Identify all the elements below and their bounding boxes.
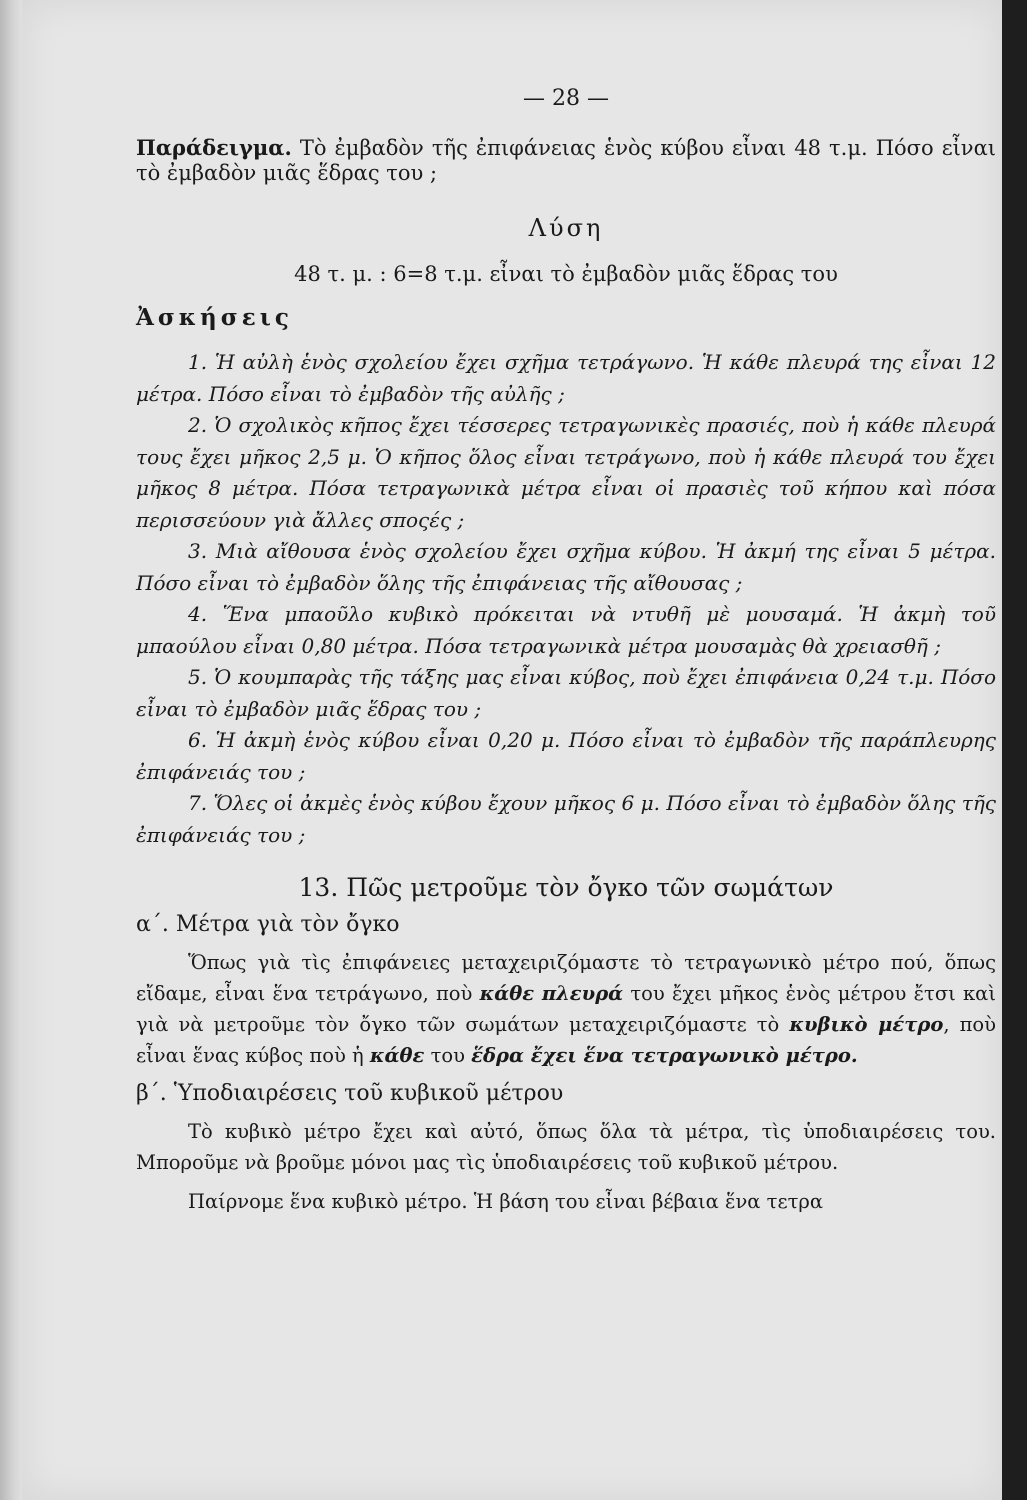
page-text-column xyxy=(136,86,996,1217)
a-text-1: Ὅπως γιὰ τὶς ἐπιφάνειες μεταχειριζόμαστε τὸ τετραγωνικὸ μέτρο πού, ὅπως εἴδαμε, εἶναι ἕνα τετράγωνο, ποὺ xyxy=(136,951,996,1005)
subsection-b-heading: β΄. Ὑποδιαιρέσεις τοῦ κυβικοῦ μέτρου xyxy=(136,1081,564,1106)
exercise-list xyxy=(136,347,996,851)
exercise-item: 4. Ἕνα μπαοῦλο κυβικὸ πρόκειται νὰ ντυθῆ μὲ μουσαμά. Ἡ ἀκμὴ τοῦ μπαούλου εἶναι 0,80 μέτρα. Πόσα τετραγωνικὰ μέτρα μουσαμὰς θὰ χρειασθῆ ; xyxy=(136,602,996,658)
exercise-item: 1. Ἡ αὐλὴ ἑνὸς σχολείου ἔχει σχῆμα τετράγωνο. Ἡ κάθε πλευρά της εἶναι 12 μέτρα. Πόσο εἶναι τὸ ἐμβαδὸν τῆς αὐλῆς ; xyxy=(136,350,996,406)
solution-title: Λύση xyxy=(528,214,604,242)
exercise-item: 5. Ὁ κουμπαρὰς τῆς τάξης μας εἶναι κύβος, ποὺ ἔχει ἐπιφάνεια 0,24 τ.μ. Πόσο εἶναι τὸ ἐμβαδὸν μιᾶς ἕδρας του ; xyxy=(136,665,996,721)
subsection-b-paragraph-1: Τὸ κυβικὸ μέτρο ἔχει καὶ αὐτό, ὅπως ὅλα τὰ μέτρα, τὶς ὑποδιαιρέσεις του. Μποροῦμε νὰ βροῦμε μόνοι μας τὶς ὑποδιαιρέσεις τοῦ κυβικοῦ μέτρου. xyxy=(136,1120,996,1174)
section-13-title: 13. Πῶς μετροῦμε τὸν ὄγκο τῶν σωμάτων xyxy=(298,873,834,902)
book-page xyxy=(22,0,1002,1500)
example-paragraph xyxy=(136,135,996,186)
subsection-a-heading: α΄. Μέτρα γιὰ τὸν ὄγκο xyxy=(136,912,400,937)
exercises-heading: Ἀσκήσεις xyxy=(136,304,293,331)
page-number: — 28 — xyxy=(523,86,609,111)
a-emph-3: κάθε xyxy=(369,1044,425,1067)
a-text-2: του ἔχει μῆκος ἑνὸς μέτρου ἔτσι καὶ γιὰ νὰ μετροῦμε τὸν ὄγκο τῶν σωμάτων μεταχειριζόμαστε τὸ xyxy=(136,982,996,1036)
exercise-item: 7. Ὅλες οἱ ἀκμὲς ἑνὸς κύβου ἔχουν μῆκος 6 μ. Πόσο εἶναι τὸ ἐμβαδὸν ὅλης τῆς ἐπιφάνειάς του ; xyxy=(136,791,996,847)
book-spine-edge xyxy=(0,0,24,1500)
a-text-3: , ποὺ εἶναι ἕνας κύβος ποὺ ἡ xyxy=(136,1013,996,1067)
solution-line: 48 τ. μ. : 6=8 τ.μ. εἶναι τὸ ἐμβαδὸν μιᾶς ἕδρας του xyxy=(294,262,838,286)
a-emph-2: κυβικὸ μέτρο xyxy=(789,1013,944,1036)
subsection-b-paragraph-2: Παίρνομε ἕνα κυβικὸ μέτρο. Ἡ βάση του εἶναι βέβαια ἕνα τετρα xyxy=(188,1190,823,1213)
exercise-item: 2. Ὁ σχολικὸς κῆπος ἔχει τέσσερες τετραγωνικὲς πρασιές, ποὺ ἡ κάθε πλευρά τους ἔχει μῆκος 2,5 μ. Ὁ κῆπος ὅλος εἶναι τετράγωνο, ποὺ ἡ κάθε πλευρά του ἔχει μῆκος 8 μέτρα. Πόσα τετραγωνικὰ μέτρα εἶναι οἱ πρασιὲς τοῦ κήπου καὶ πόσα περισσεύουν γιὰ ἄλλες σποςές ; xyxy=(136,413,996,532)
a-emph-4: ἕδρα ἔχει ἕνα τετραγωνικὸ μέτρο. xyxy=(471,1044,858,1067)
example-label: Παράδειγμα. xyxy=(136,135,292,160)
a-text-4: του xyxy=(424,1044,472,1067)
subsection-a-paragraph xyxy=(136,947,996,1071)
example-text: Τὸ ἐμβαδὸν τῆς ἐπιφάνειας ἑνὸς κύβου εἶναι 48 τ.μ. Πόσο εἶναι τὸ ἐμβαδὸν μιᾶς ἕδρας του ; xyxy=(136,136,996,185)
a-emph-1: κάθε πλευρά xyxy=(479,982,624,1005)
exercise-item: 3. Μιὰ αἴθουσα ἑνὸς σχολείου ἔχει σχῆμα κύβου. Ἡ ἀκμή της εἶναι 5 μέτρα. Πόσο εἶναι τὸ ἐμβαδὸν ὅλης τῆς ἐπιφάνειας τῆς αἴθουσας ; xyxy=(136,539,996,595)
exercise-item: 6. Ἡ ἀκμὴ ἑνὸς κύβου εἶναι 0,20 μ. Πόσο εἶναι τὸ ἐμβαδὸν τῆς παράπλευρης ἐπιφάνειάς του ; xyxy=(136,728,996,784)
